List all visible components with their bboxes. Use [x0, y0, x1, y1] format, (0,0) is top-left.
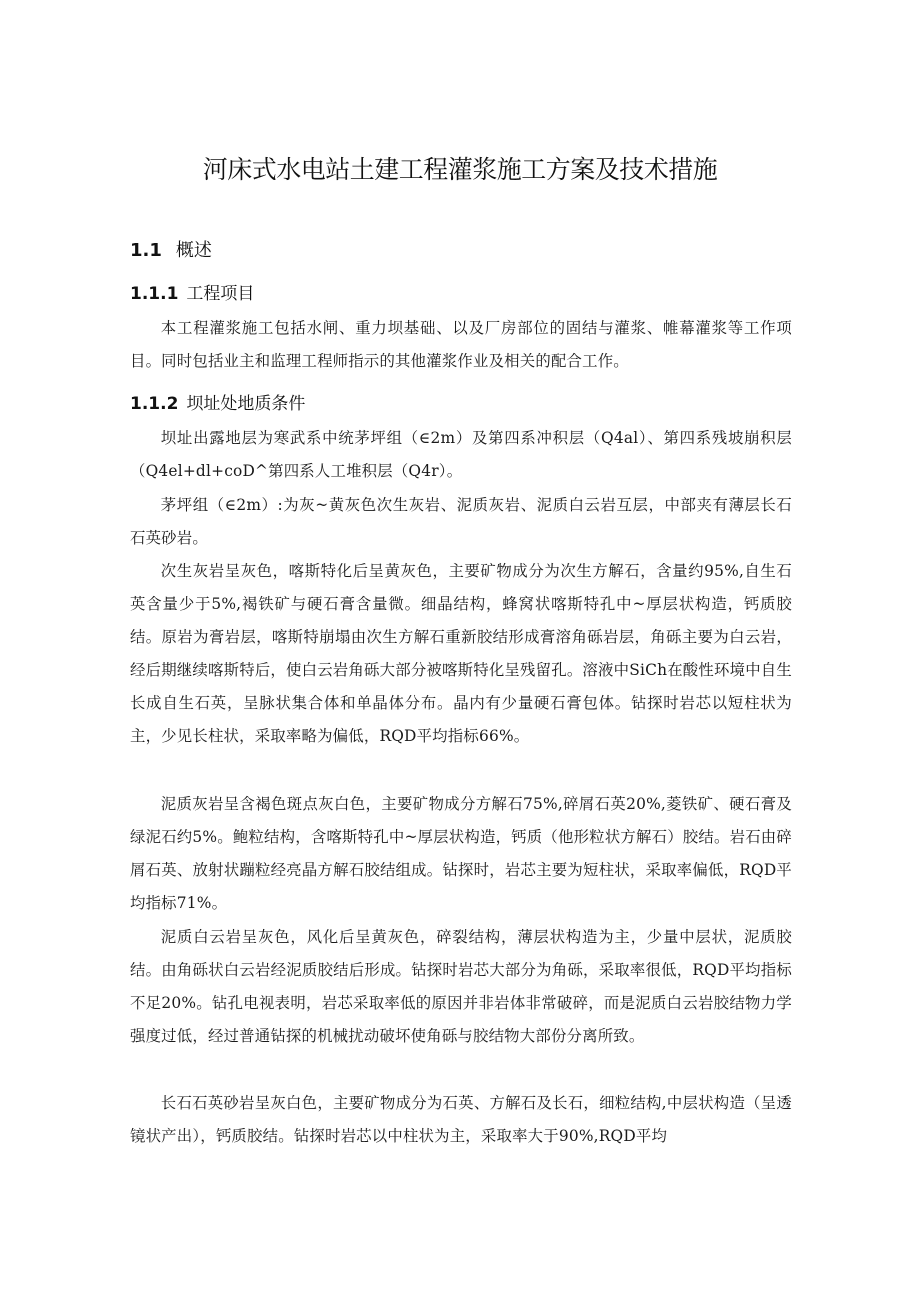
subsection-heading-geology: [130, 389, 305, 414]
subsection-heading-project-items: [130, 279, 254, 304]
document-title: 河床式水电站土建工程灌浆施工方案及技术措施: [202, 155, 718, 184]
subsection-number: 1.1.2: [130, 394, 179, 414]
section-number: 1.1: [130, 240, 162, 261]
paragraph-project-scope: 本工程灌浆施工包括水闸、重力坝基础、以及厂房部位的固结与灌浆、帷幕灌浆等工作项目。同时包括业主和监理工程师指示的其他灌浆作业及相关的配合工作。: [130, 319, 792, 370]
subsection-title: 工程项目: [186, 284, 255, 304]
paragraph-maoping-formation: 茅坪组（∈2m）:为灰~黄灰色次生灰岩、泥质灰岩、泥质白云岩互层，中部夹有薄层长石石英砂岩。: [130, 496, 792, 547]
paragraph-argillaceous-dolomite: 泥质白云岩呈灰色，风化后呈黄灰色，碎裂结构，薄层状构造为主，少量中层状，泥质胶结。由角砾状白云岩经泥质胶结后形成。钻探时岩芯大部分为角砾，采取率很低，RQD平均指标不足20%。钻孔电视表明，岩芯采取率低的原因并非岩体非常破碎，而是泥质白云岩胶结物力学强度过低，经过普通钻探的机械扰动破坏使角砾与胶结物大部份分离所致。: [130, 928, 792, 1045]
paragraph-feldspar-quartz-sandstone: 长石石英砂岩呈灰白色，主要矿物成分为石英、方解石及长石，细粒结构,中层状构造（呈透镜状产出），钙质胶结。钻探时岩芯以中柱状为主，采取率大于90%,RQD平均: [130, 1094, 792, 1145]
section-title: 概述: [175, 240, 212, 261]
subsection-number: 1.1.1: [130, 284, 179, 304]
paragraph-argillaceous-limestone: 泥质灰岩呈含褐色斑点灰白色，主要矿物成分方解石75%,碎屑石英20%,菱铁矿、硬石膏及绿泥石约5%。鲍粒结构，含喀斯特孔中~厚层状构造，钙质（他形粒状方解石）胶结。岩石由碎屑石英、放射状蹦粒经亮晶方解石胶结组成。钻探时，岩芯主要为短柱状，采取率偏低，RQD平均指标71%。: [130, 795, 792, 912]
subsection-title: 坝址处地质条件: [186, 394, 306, 414]
paragraph-secondary-limestone: 次生灰岩呈灰色，喀斯特化后呈黄灰色，主要矿物成分为次生方解石，含量约95%,自生石英含量少于5%,褐铁矿与硬石膏含量微。细晶结构，蜂窝状喀斯特孔中~厚层状构造，钙质胶结。原岩为膏岩层，喀斯特崩塌由次生方解石重新胶结形成膏溶角砾岩层，角砾主要为白云岩，经后期继续喀斯特后，使白云岩角砾大部分被喀斯特化呈残留孔。溶液中SiCh在酸性环境中自生长成自生石英，呈脉状集合体和单晶体分布。晶内有少量硬石膏包体。钻探时岩芯以短柱状为主，少见长柱状，采取率略为偏低，RQD平均指标66%。: [130, 562, 792, 745]
section-heading-overview: [130, 236, 212, 262]
paragraph-strata: 坝址出露地层为寒武系中统茅坪组（∈2m）及第四系冲积层（Q4al）、第四系残坡崩积层（Q4el+dl+coD^第四系人工堆积层（Q4r）。: [130, 429, 792, 480]
